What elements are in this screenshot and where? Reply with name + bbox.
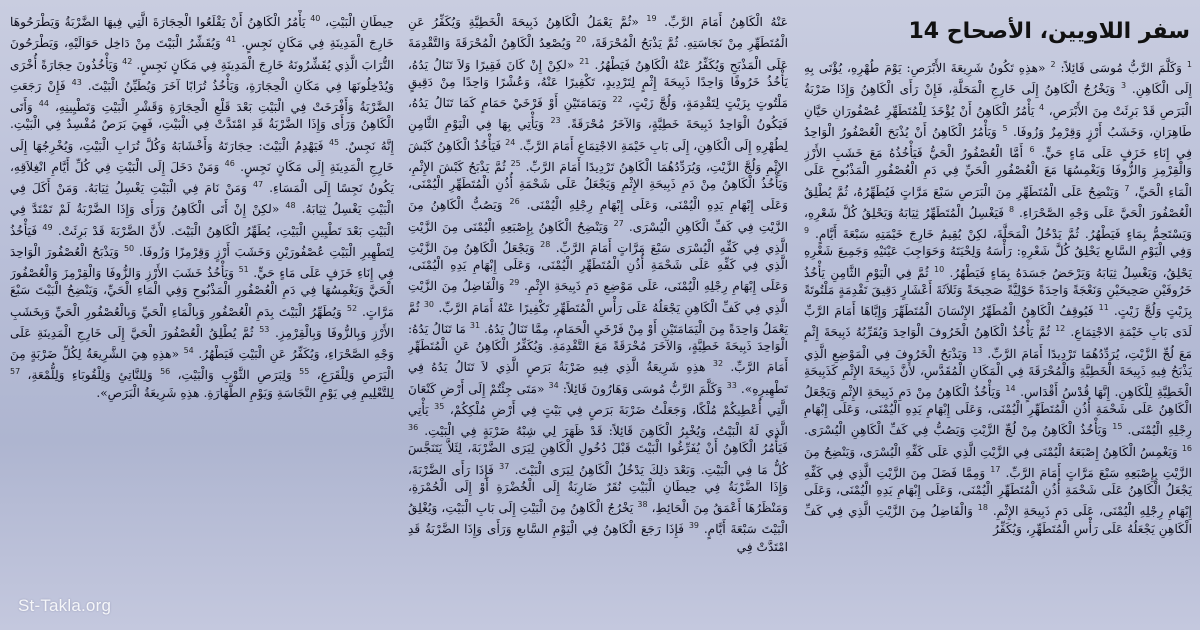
- verse-text: فَيَهْدِمُ الْبَيْتَ: حِجَارَتَهُ وَأَخْشَابَهُ وَكُلَّ تُرَابِ الْبَيْتِ، وَيُخْرِجُهَا إِلَى خَارِجِ الْمَدِينَةِ إِلَى مَكَانٍ نَجِسٍ.: [10, 138, 394, 174]
- verse-text: وَيَأْخُذُونَ حِجَارَةً أُخْرَى وَيُدْخِلُونَهَا فِي مَكَانِ الْحِجَارَةِ، وَيَأْخُذُ تُرَابًا آخَرَ وَيُطَيِّنُ الْبَيْتَ.: [10, 57, 394, 93]
- verse-number: 16: [1181, 443, 1192, 453]
- verse-number: 8: [1008, 204, 1015, 214]
- verse-text: «هذِهِ تَكُونُ شَرِيعَةَ الأَبْرَصِ: يَوْمَ طُهْرِهِ، يُؤْتَى بِهِ إِلَى الْكَاهِنِ.: [804, 61, 1192, 97]
- verse-text: وَيَغْمِسُ الْكَاهِنُ إِصْبَعَهُ الْيُمْنَى فِي الزَّيْتِ الَّذِي عَلَى كَفِّهِ الْيُسْرَى، وَيَنْضِحُ مِنَ الزَّيْتِ بِإِصْبَعِهِ سَبْعَ مَرَّاتٍ أَمَامَ الرَّبِّ.: [804, 444, 1192, 481]
- verse-number: 37: [499, 461, 510, 471]
- verse-text: فَإِذَا رَأَى الضَّرْبَةَ، وَإِذَا الضَّرْبَةُ فِي حِيطَانِ الْبَيْتِ نُقَرٌ ضَارِبَةٌ إِلَى الْخُضْرَةِ أَوْ إِلَى الْحُمْرَةِ، وَمَنْظَرُهَا أَعْمَقُ مِنَ الْحَائِطِ،: [408, 462, 788, 516]
- verse-number: 30: [423, 299, 435, 309]
- verse-number: 15: [1112, 422, 1123, 432]
- verse-text: فَيَغْسِلُ الْمُتَطَهِّرُ ثِيَابَهُ وَيَحْلِقُ كُلَّ شَعْرِهِ، وَيَسْتَحِمُّ بِمَاءٍ فَيَطْهُرُ. ثُمَّ يَدْخُلُ الْمَحَلَّةَ، لكِنْ يُقِيمُ خَارِجَ خَيْمَتِهِ سَبْعَةَ أَيَّامٍ.: [804, 205, 1192, 242]
- verse-number: 48: [285, 201, 296, 211]
- verse-number: 56: [160, 367, 171, 377]
- verse-number: 33: [726, 380, 737, 390]
- verse-text: وَلِبَرَصِ الثَّوْبِ وَالْبَيْتِ،: [177, 368, 292, 383]
- verse-number: 46: [224, 158, 235, 168]
- verse-number: 36: [408, 423, 419, 433]
- verse-number: 12: [1055, 324, 1066, 334]
- verse-text: يَأْتِي الَّذِي لَهُ الْبَيْتُ، وَيُخْبِرُ الْكَاهِنَ قَائِلاً: قَدْ ظَهَرَ لِي شِبْهُ ضَرْبَةٍ فِي الْبَيْتِ.: [408, 402, 788, 439]
- verse-text: فَيَأْمُرُ الْكَاهِنُ أَنْ يُفَرِّغُوا الْبَيْتَ قَبْلَ دُخُولِ الْكَاهِنِ لِيَرَى الضَّرْبَةَ، لِئَلاَّ يَتَنَجَّسَ كُلُّ مَا فِي الْبَيْتِ. وَبَعْدَ ذلِكَ يَدْخُلُ الْكَاهِنُ لِيَرَى الْبَيْتَ.: [408, 441, 788, 477]
- verse-text: وَكَلَّمَ الرَّبُّ مُوسَى وَهَارُونَ قَائِلاً:: [562, 381, 723, 396]
- verse-number: 29: [509, 278, 520, 288]
- verse-number: 10: [934, 264, 945, 274]
- verse-text: وَيُقَشِّرُ الْبَيْتَ مِنْ دَاخِل حَوَالَيْهِ، وَيَطْرَحُونَ التُّرَابَ الَّذِي يُقَشِّرُونَهُ خَارِجَ الْمَدِينَةِ فِي مَكَانٍ نَجِسٍ.: [10, 36, 394, 72]
- verse-text: أَمَّا الْعُصْفُورُ الْحَيُّ فَيَأْخُذُهُ مَعَ خَشَبِ الأَرْزِ وَالْقِرْمِزِ وَالزُّوفَا وَيَغْمِسُهَا مَعَ الْعُصْفُورِ الْحَيِّ فِي دَمِ الْعُصْفُورِ الْمَذْبُوحِ عَلَى الْمَاءِ الْحَيِّ،: [804, 146, 1192, 199]
- verse-text: وَأَتَى الْكَاهِنُ وَرَأَى وَإِذَا الضَّرْبَةُ قَدِ امْتَدَّتْ فِي الْبَيْتِ، فَهِيَ بَرَصٌ مُفْسِدٌ فِي الْبَيْتِ. إِنَّهُ نَجِسٌ.: [10, 100, 394, 153]
- verse-number: 24: [505, 137, 516, 147]
- verse-number: 43: [71, 77, 82, 87]
- verse-number: 52: [346, 303, 358, 313]
- verse-number: 22: [612, 95, 623, 104]
- verse-number: 41: [226, 35, 237, 45]
- verse-text: وَيَذْبَحُ الْخَرُوفَ فِي الْمَوْضِعِ الَّذِي يَذْبَحُ فِيهِ ذَبِيحَةَ الْخَطِيَّةِ وَالْمُحْرَقَةَ فِي الْمَكَانِ الْمُقَدَّسِ، لأَنَّ ذَبِيحَةَ الإِثْمِ كَذَبِيحَةِ الْخَطِيَّةِ لِلْكَاهِنِ. إِنَّهَا قُدْسُ أَقْدَاسٍ.: [804, 346, 1192, 400]
- verse-text: وَمَنْ نَامَ فِي الْبَيْتِ يَغْسِلُ ثِيَابَهُ. وَمَنْ أَكَلَ فِي الْبَيْتِ يَغْسِلُ ثِيَابَهُ.: [10, 181, 394, 217]
- verse-number: 17: [990, 465, 1001, 474]
- verse-text: فَيَأْخُذُ الْكَاهِنُ كَبْشَ الإِثْمِ وَلُجَّ الزَّيْتِ، وَيُرَدِّدُهُمَا الْكَاهِنُ تَرْدِيدًا أَمَامَ الرَّبِّ.: [408, 138, 788, 174]
- verse-number: 35: [434, 401, 445, 411]
- verse-number: 39: [688, 521, 700, 531]
- verse-text: يَخْرُجُ الْكَاهِنُ مِنَ الْبَيْتِ إِلَى بَابِ الْبَيْتِ، وَيُغْلِقُ الْبَيْتَ سَبْعَةَ أَيَّامٍ.: [408, 501, 788, 537]
- verse-text: وَيُطَهِّرُ الْبَيْتَ بِدَمِ الْعُصْفُورِ وَبِالْمَاءِ الْحَيِّ وَبِالْعُصْفُورِ الْحَيِّ وَبِخَشَبِ الأَرْزِ وَبِالزُّوفَا وَبِالْقِرْمِزِ.: [10, 304, 394, 340]
- verse-text: «لكِنْ إِنْ أَتَى الْكَاهِنُ وَرَأَى وَإِذَا الضَّرْبَةُ لَمْ تَمْتَدَّ فِي الْبَيْتِ بَعْدَ تَطْيِينِ الْبَيْتِ، يُطَهِّرُ الْكَاهِنُ الْبَيْتَ. لأَنَّ الضَّرْبَةَ قَدْ بَرِئَتْ.: [10, 202, 394, 238]
- verse-number: 28: [540, 239, 551, 249]
- verse-text: يَأْمُرُ الْكَاهِنُ أَنْ يُؤْخَذَ لِلْمُتَطَهِّرِ عُصْفُورَانِ حَيَّانِ طَاهِرَانِ، وَخَشَبُ أَرْزٍ وَقِرْمِزٌ وَزُوفَا.: [804, 103, 1192, 139]
- verse-number: 40: [310, 14, 321, 23]
- verse-text: «ثُمَّ يَعْمَلُ الْكَاهِنُ ذَبِيحَةَ الْخَطِيَّةِ وَيُكَفِّرُ عَنِ الْمُتَطَهِّرِ مِنْ نَجَاسَتِهِ. ثُمَّ يَذْبَحُ الْمُحْرَقَةَ،: [408, 15, 788, 51]
- verse-text: وَيَأْمُرُ الْكَاهِنُ أَنْ يُذْبَحَ الْعُصْفُورُ الْوَاحِدُ فِي إِنَاءِ خَزَفٍ عَلَى مَاءٍ حَيٍّ.: [804, 124, 1192, 161]
- verse-number: 25: [510, 158, 521, 168]
- verse-text: وَيُصْعِدُ الْكَاهِنُ الْمُحْرَقَةَ وَالتَّقْدِمَةَ عَلَى الْمَذْبَحِ وَيُكَفِّرُ عَنْهُ الْكَاهِنُ فَيَطْهُرُ.: [408, 36, 788, 72]
- verses-block: [10, 10, 394, 402]
- verse-number: 3: [1121, 81, 1127, 91]
- verse-text: مَا تَنَالُ يَدُهُ: الْوَاحِدَ ذَبِيحَةَ خَطِيَّةٍ، وَالآخَرَ مُحْرَقَةً مَعَ التَّقْدِمَةِ. وَيُكَفِّرُ الْكَاهِنُ عَنِ الْمُتَطَهِّرِ أَمَامَ الرَّبِّ.: [408, 321, 788, 375]
- verse-text: فَإِذَا رَجَعَ الْكَاهِنُ فِي الْيَوْمِ السَّابعِ وَرَأَى وَإِذَا الضَّرْبَةُ قَدِ امْتَدَّتْ فِي: [408, 522, 788, 554]
- verse-text: لِلتَّعْلِيمِ فِي يَوْمِ النَّجَاسَةِ وَيَوْمِ الطَّهَارَةِ. هذِهِ شَرِيعَةُ الْبَرَصِ».: [96, 385, 394, 400]
- verse-text: وَالْفَاضِلُ مِنَ الزَّيْتِ الَّذِي فِي كَفِّ الْكَاهِنِ يَجْعَلُهُ عَلَى رَأْسِ الْمُتَطَهِّرِ تَكْفِيرًا عَنْهُ أَمَامَ الرَّبِّ.: [408, 279, 788, 315]
- verse-text: وَمَنْ دَخَلَ إِلَى الْبَيْتِ فِي كُلِّ أَيَّامِ انْغِلاَقِهِ، يَكُونُ نَجِسًا إِلَى الْمَسَاءِ.: [10, 159, 394, 196]
- verse-number: 13: [972, 345, 983, 355]
- verse-number: 4: [1039, 102, 1045, 112]
- verse-text: وَيَنْضِحُ الْكَاهِنُ بِإِصْبَعِهِ الْيُمْنَى مِنَ الزَّيْتِ الَّذِي فِي كَفِّهِ الْيُسْرَى سَبْعَ مَرَّاتٍ أَمَامَ الرَّبِّ.: [408, 219, 788, 255]
- verse-text: وَيَأْخُذُ الْكَاهِنُ مِنْ دَمِ ذَبِيحَةِ الإِثْمِ وَيَجْعَلُ الْكَاهِنُ عَلَى شَحْمَةِ أُذُنِ الْمُتَطَهِّرِ الْيُمْنَى، وَعَلَى إِبْهَامِ يَدِهِ الْيُمْنَى، وَعَلَى إِبْهَامِ رِجْلِهِ الْيُمْنَى.: [804, 385, 1192, 438]
- verse-text: فَإِنْ رَجَعَتِ الضَّرْبَةُ وَأَفْرَخَتْ فِي الْبَيْتِ بَعْدَ قَلْعِ الْحِجَارَةِ وَقَشْرِ الْبَيْتِ وَتَطْيِينِهِ،: [10, 78, 394, 115]
- verse-number: 5: [1002, 123, 1008, 133]
- verse-text: وَالْفَاضِلُ مِنَ الزَّيْتِ الَّذِي فِي كَفِّ الْكَاهِنِ يَجْعَلُهُ عَلَى رَأْسِ الْمُتَطَهِّرِ، وَيُكَفِّرُ: [804, 504, 1192, 536]
- verse-text: ثُمَّ يَأْخُذُ الْكَاهِنُ الْخَرُوفَ الْوَاحِدَ وَيُقَرِّبُهُ ذَبِيحَةَ إِثْمٍ مَعَ لُجِّ الزَّيْتِ، يُرَدِّدُهُمَا تَرْدِيدًا أَمَامَ الرَّبِّ.: [804, 325, 1192, 361]
- verse-text: عَنْهُ الْكَاهِنُ أَمَامَ الرَّبِّ.: [664, 15, 788, 30]
- verse-number: 49: [42, 222, 53, 232]
- verse-number: 53: [259, 324, 270, 334]
- verse-text: ثُمَّ يُطْلِقُ الْعُصْفُورَ الْحَيَّ إِلَى خَارِجِ الْمَدِينَةِ عَلَى وَجْهِ الصَّحْرَاءِ، وَيُكَفِّرُ عَنِ الْبَيْتِ فَيَطْهُرُ.: [10, 325, 394, 362]
- verse-number: 9: [804, 226, 810, 236]
- verse-number: 45: [328, 137, 340, 147]
- verse-text: وَفِي الْيَوْمِ السَّابعِ يَحْلِقُ كُلَّ شَعْرِهِ: رَأْسَهُ وَلِحْيَتَهُ وَحَوَاجِبَ عَيْنَيْهِ وَجَمِيعَ شَعْرِهِ يَحْلِقُ، وَيَغْسِلُ ثِيَابَهُ وَيَرْحَضُ جَسَدَهُ بِمَاءٍ فَيَطْهُرُ.: [804, 244, 1192, 280]
- verse-text: ثُمَّ يَذْبَحُ كَبْشَ الإِثْمِ، وَيَأْخُذُ الْكَاهِنُ مِنْ دَمِ ذَبِيحَةِ الإِثْمِ وَيَجْعَلُ عَلَى شَحْمَةِ أُذُنِ الْمُتَطَهِّرِ الْيُمْنَى، وَعَلَى إِبْهَامِ يَدِهِ الْيُمْنَى، وَعَلَى إِبْهَامِ رِجْلِهِ الْيُمْنَى.: [408, 159, 788, 213]
- verse-text: وَيَأْخُذُ الْكَاهِنُ مِنْ لُجِّ الزَّيْتِ وَيَصُبُّ فِي كَفِّ الْكَاهِنِ الْيُسْرَى.: [804, 423, 1108, 438]
- verse-text: فَيُوقِفُ الْكَاهِنُ الْمُطَهِّرُ الإِنْسَانَ الْمُتَطَهِّرَ وَإِيَّاهَا أَمَامَ الرَّبِّ لَدَى بَابِ خَيْمَةِ الاجْتِمَاعِ.: [804, 304, 1192, 340]
- verse-text: وَيَنْضِحُ عَلَى الْمُتَطَهِّرِ مِنَ الْبَرَصِ سَبْعَ مَرَّاتٍ فَيُطَهِّرُهُ، ثُمَّ يُطْلِقُ الْعُصْفُورَ الْحَيَّ عَلَى وَجْهِ الصَّحْرَاءِ.: [804, 184, 1192, 220]
- verse-text: هذِهِ شَرِيعَةُ الَّذِي فِيهِ ضَرْبَةُ بَرَصٍ الَّذِي لاَ تَنَالُ يَدُهُ فِي تَطْهِيرِهِ».: [408, 360, 788, 396]
- verse-text: حِيطَانِ الْبَيْتِ،: [325, 15, 394, 30]
- verse-number: 6: [1029, 145, 1035, 155]
- verse-number: 7: [1124, 183, 1130, 193]
- verse-text: وَيَأْتِي بِهَا فِي الْيَوْمِ الثَّامِنِ لِطُهْرِهِ إِلَى الْكَاهِنِ، إِلَى بَابِ خَيْمَةِ الاجْتِمَاعِ أَمَامَ الرَّبِّ.: [408, 117, 788, 153]
- verse-number: 47: [252, 180, 264, 190]
- verse-number: 50: [123, 243, 135, 253]
- verse-number: 44: [38, 99, 49, 109]
- verse-text: وَيَذْبَحُ الْعُصْفُورَ الْوَاحِدَ فِي إِنَاءِ خَزَفٍ عَلَى مَاءٍ حَيٍّ.: [10, 244, 394, 281]
- verse-number: 38: [637, 500, 648, 509]
- text-column-2: [408, 10, 788, 622]
- verse-number: 42: [122, 56, 133, 66]
- site-watermark: St-Takla.org: [18, 596, 112, 615]
- verse-number: 23: [550, 116, 561, 126]
- verse-number: 27: [613, 218, 624, 228]
- verse-text: «مَتَى جِئْتُمْ إِلَى أَرْضِ كَنْعَانَ الَّتِي أُعْطِيكُمْ مُلْكًا، وَجَعَلْتُ ضَرْبَةَ بَرَصٍ فِي بَيْتٍ فِي أَرْضِ مُلْكِكُمْ،: [408, 381, 788, 417]
- verse-text: فَيَأْخُذُ لِتَطْهِيرِ الْبَيْتِ عُصْفُورَيْنِ وَخَشَبَ أَرْزٍ وَقِرْمِزًا وَزُوفَا.: [10, 223, 394, 259]
- verse-text: ثُمَّ يَعْمَلُ وَاحِدَةً مِنَ الْيَمَامَتَيْنِ أَوْ مِنْ فَرْخَيِ الْحَمَامِ، مِمَّا تَنَالُ يَدُهُ.: [408, 300, 788, 336]
- verse-text: وَيَخْرُجُ الْكَاهِنُ إِلَى خَارِجِ الْمَحَلَّةِ، فَإِنْ رَأَى الْكَاهِنُ وَإِذَا ضَرْبَةُ الْبَرَصِ قَدْ بَرِئَتْ مِنَ الأَبْرَصِ،: [804, 82, 1192, 118]
- verse-text: يَأْمُرُ الْكَاهِنُ أَنْ يَقْلَعُوا الْحِجَارَةَ الَّتِي فِيهَا الضَّرْبَةُ وَيَطْرَحُوهَا خَارِجَ الْمَدِينَةِ فِي مَكَانٍ نَجِسٍ.: [10, 15, 394, 51]
- chapter-title: سفر اللاويين، الأصحاح 14: [908, 19, 1190, 44]
- verse-number: 18: [977, 503, 988, 513]
- verse-text: «لكِنْ إِنْ كَانَ فَقِيرًا وَلاَ تَنَالُ يَدُهُ، يَأْخُذُ خَرُوفًا وَاحِدًا ذَبِيحَةَ إِثْمٍ لِتَرْدِيدٍ، تَكْفِيرًا عَنْهُ، وَعُشْرًا وَاحِدًا مِنْ دَقِيقٍ مَلْتُوتٍ بِزَيْتٍ لِتَقْدِمَةٍ، وَلُجَّ زَيْتٍ،: [408, 57, 788, 111]
- verse-text: وَيَجْعَلُ الْكَاهِنُ مِنَ الزَّيْتِ الَّذِي فِي كَفِّهِ عَلَى شَحْمَةِ أُذُنِ الْمُتَطَهِّرِ الْيُمْنَى، وَعَلَى إِبْهَامِ يَدِهِ الْيُمْنَى، وَعَلَى إِبْهَامِ رِجْلِهِ الْيُمْنَى، عَلَى مَوْضِعِ دَمِ ذَبِيحَةِ الإِثْمِ.: [408, 240, 788, 294]
- verse-number: 51: [238, 265, 249, 275]
- verse-number: 31: [469, 320, 481, 330]
- verse-number: 14: [1005, 384, 1016, 393]
- verse-text: ثُمَّ فِي الْيَوْمِ الثَّامِنِ يَأْخُذُ خَرُوفَيْنِ صَحِيحَيْنِ وَنَعْجَةً وَاحِدَةً حَوْلِيَّةً صَحِيحَةً وَثَلاَثَةَ أَعْشَارٍ دَقِيقَ تَقْدِمَةٍ مَلْتُوتَةً بِزَيْتٍ وَلُجَّ زَيْتٍ.: [804, 265, 1192, 319]
- verses-block: [804, 56, 1192, 538]
- verse-number: 54: [183, 346, 194, 356]
- verse-number: 19: [646, 14, 657, 23]
- verses-block: [408, 10, 788, 556]
- verse-number: 57: [10, 367, 21, 377]
- verse-number: 26: [509, 197, 520, 207]
- verse-number: 55: [299, 367, 310, 377]
- verse-number: 21: [579, 56, 590, 66]
- verse-text: وَمِمَّا فَضَلَ مِنَ الزَّيْتِ الَّذِي فِي كَفِّهِ يَجْعَلُ الْكَاهِنُ عَلَى شَحْمَةِ أُذُنِ الْمُتَطَهِّرِ الْيُمْنَى، وَعَلَى إِبْهَامِ يَدِهِ الْيُمْنَى، وَعَلَى إِبْهَامِ رِجْلِهِ الْيُمْنَى، عَلَى دَمِ ذَبِيحَةِ الإِثْمِ.: [804, 466, 1192, 519]
- verse-text: وَيَأْخُذُ خَشَبَ الأَرْزِ وَالزُّوفَا وَالْقِرْمِزَ وَالْعُصْفُورَ الْحَيَّ وَيَغْمِسُهَا فِي دَمِ الْعُصْفُورِ الْمَذْبُوحِ وَفِي الْمَاءِ الْحَيِّ، وَيَنْضِحُ الْبَيْتَ سَبْعَ مَرَّاتٍ.: [10, 266, 394, 319]
- verse-number: 11: [1098, 303, 1109, 312]
- verse-number: 2: [1050, 60, 1056, 69]
- verse-number: 32: [712, 359, 724, 369]
- verse-number: 34: [548, 380, 559, 390]
- verse-text: وَكَلَّمَ الرَّبُّ مُوسَى قَائِلاً:: [1060, 61, 1182, 76]
- verse-number: 20: [576, 35, 587, 45]
- text-column-1: [804, 10, 1192, 622]
- verse-text: «هذِهِ هِيَ الشَّرِيعَةُ لِكُلِّ ضَرْبَةٍ مِنَ الْبَرَصِ وَلِلْقَرَعِ،: [10, 347, 394, 383]
- text-column-3: [10, 10, 394, 622]
- verse-text: وَيَصُبُّ الْكَاهِنُ مِنَ الزَّيْتِ فِي كَفِّ الْكَاهِنِ الْيُسْرَى.: [408, 198, 788, 234]
- verse-text: وَيَمَامَتَيْنِ أَوْ فَرْخَيْ حَمَامٍ كَمَا تَنَالُ يَدُهُ، فَيَكُونُ الْوَاحِدُ ذَبِيحَةَ خَطِيَّةٍ، وَالآخَرُ مُحْرَقَةً.: [408, 96, 788, 132]
- verse-text: وَلِلنَّاتِئِ وَلِلْقُوبَاءِ وَلِلُّمْعَةِ،: [27, 368, 153, 383]
- verse-number: 1: [1186, 60, 1192, 69]
